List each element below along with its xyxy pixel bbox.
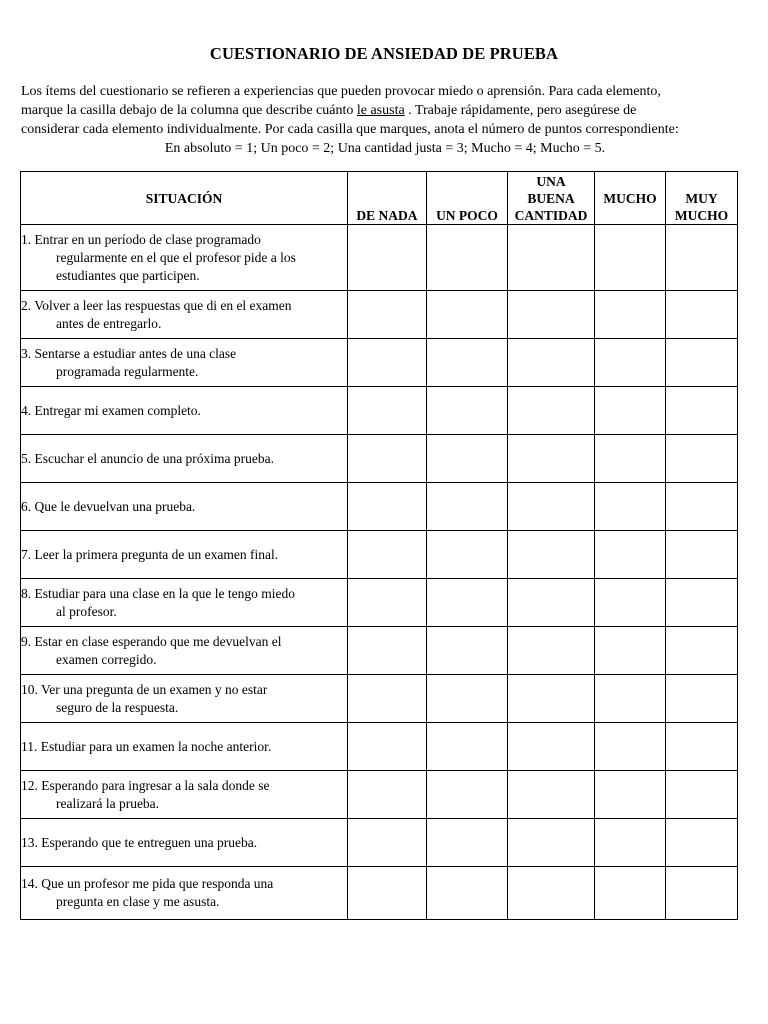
table-row: [21, 771, 738, 819]
answer-box-de-nada[interactable]: [348, 225, 427, 291]
answer-box-muy-mucho[interactable]: [666, 723, 738, 771]
answer-box-una-buena-cantidad[interactable]: [508, 723, 595, 771]
answer-box-una-buena-cantidad[interactable]: [508, 675, 595, 723]
answer-box-un-poco[interactable]: [427, 675, 508, 723]
header-line: MUY: [685, 191, 718, 206]
situation-line: 1. Entrar en un período de clase programado: [21, 231, 261, 247]
situation-text: [21, 387, 348, 435]
answer-box-mucho[interactable]: [595, 867, 666, 920]
answer-box-un-poco[interactable]: [427, 627, 508, 675]
situation-text: [21, 579, 348, 627]
header-line: MUCHO: [674, 208, 729, 223]
answer-box-muy-mucho[interactable]: [666, 387, 738, 435]
situation-line: 7. Leer la primera pregunta de un examen final.: [21, 546, 279, 562]
answer-box-una-buena-cantidad[interactable]: [508, 339, 595, 387]
table-row: [21, 435, 738, 483]
answer-box-muy-mucho[interactable]: [666, 867, 738, 920]
answer-box-mucho[interactable]: [595, 675, 666, 723]
answer-box-mucho[interactable]: [595, 483, 666, 531]
situation-line: examen corregido.: [56, 651, 157, 667]
answer-box-mucho[interactable]: [595, 579, 666, 627]
answer-box-de-nada[interactable]: [348, 723, 427, 771]
situation-line: 10. Ver una pregunta de un examen y no estar: [21, 681, 268, 697]
header-muy-mucho: [666, 172, 738, 225]
answer-box-de-nada[interactable]: [348, 291, 427, 339]
situation-text: [21, 225, 348, 291]
answer-box-de-nada[interactable]: [348, 339, 427, 387]
answer-box-una-buena-cantidad[interactable]: [508, 387, 595, 435]
table-row: [21, 339, 738, 387]
answer-box-un-poco[interactable]: [427, 387, 508, 435]
situation-line: antes de entregarlo.: [56, 315, 162, 331]
situation-line: realizará la prueba.: [56, 795, 160, 811]
answer-box-una-buena-cantidad[interactable]: [508, 225, 595, 291]
situation-line: pregunta en clase y me asusta.: [56, 894, 220, 909]
situation-line: 9. Estar en clase esperando que me devuelvan el: [21, 633, 282, 649]
table-row: [21, 579, 738, 627]
answer-box-muy-mucho[interactable]: [666, 483, 738, 531]
page-title: CUESTIONARIO DE ANSIEDAD DE PRUEBA: [209, 44, 559, 63]
table-row: [21, 675, 738, 723]
situation-text: [21, 819, 348, 867]
answer-box-un-poco[interactable]: [427, 435, 508, 483]
answer-box-muy-mucho[interactable]: [666, 291, 738, 339]
answer-box-una-buena-cantidad[interactable]: [508, 483, 595, 531]
situation-text: [21, 627, 348, 675]
situation-text: [21, 531, 348, 579]
situation-text: [21, 483, 348, 531]
answer-box-mucho[interactable]: [595, 387, 666, 435]
answer-box-una-buena-cantidad[interactable]: [508, 819, 595, 867]
answer-box-de-nada[interactable]: [348, 483, 427, 531]
situation-text: [21, 291, 348, 339]
answer-box-de-nada[interactable]: [348, 579, 427, 627]
header-situacion: SITUACIÓN: [21, 172, 348, 225]
answer-box-de-nada[interactable]: [348, 819, 427, 867]
table-row: [21, 387, 738, 435]
answer-box-una-buena-cantidad[interactable]: [508, 579, 595, 627]
instructions-line-2-end: . Trabaje rápidamente, pero asegúrese de: [404, 103, 637, 118]
answer-box-muy-mucho[interactable]: [666, 579, 738, 627]
table-row: [21, 483, 738, 531]
situation-text: [21, 723, 348, 771]
situation-line: al profesor.: [56, 603, 117, 619]
answer-box-mucho[interactable]: [595, 339, 666, 387]
answer-box-un-poco[interactable]: [427, 723, 508, 771]
answer-box-mucho[interactable]: [595, 627, 666, 675]
scoring-legend: En absoluto = 1; Un poco = 2; Una cantidad justa = 3; Mucho = 4; Mucho = 5.: [164, 141, 606, 156]
answer-box-mucho[interactable]: [595, 225, 666, 291]
answer-box-una-buena-cantidad[interactable]: [508, 867, 595, 920]
situation-text: [21, 339, 348, 387]
questionnaire-table: [20, 171, 738, 920]
header-line: BUENA: [527, 191, 575, 206]
answer-box-una-buena-cantidad[interactable]: [508, 531, 595, 579]
answer-box-de-nada[interactable]: [348, 771, 427, 819]
situation-line: programada regularmente.: [56, 363, 199, 379]
answer-box-una-buena-cantidad[interactable]: [508, 435, 595, 483]
table-row: [21, 819, 738, 867]
answer-box-un-poco[interactable]: [427, 225, 508, 291]
situation-text: [21, 771, 348, 819]
answer-box-muy-mucho[interactable]: [666, 225, 738, 291]
answer-box-de-nada[interactable]: [348, 387, 427, 435]
answer-box-un-poco[interactable]: [427, 867, 508, 920]
header-line: CANTIDAD: [514, 208, 588, 223]
answer-box-un-poco[interactable]: [427, 339, 508, 387]
answer-box-muy-mucho[interactable]: [666, 771, 738, 819]
answer-box-mucho[interactable]: [595, 291, 666, 339]
situation-line: 14. Que un profesor me pida que responda una: [21, 876, 274, 891]
table-row: [21, 291, 738, 339]
table-row: [21, 531, 738, 579]
situation-line: 4. Entregar mi examen completo.: [21, 402, 201, 418]
situation-line: 8. Estudiar para una clase en la que le tengo miedo: [21, 585, 296, 601]
answer-box-un-poco[interactable]: [427, 771, 508, 819]
situation-text: [21, 675, 348, 723]
answer-box-de-nada[interactable]: [348, 435, 427, 483]
answer-box-una-buena-cantidad[interactable]: [508, 291, 595, 339]
header-de-nada: DE NADA: [348, 172, 427, 225]
header-line: UNA: [536, 174, 566, 189]
situation-line: 3. Sentarse a estudiar antes de una clase: [21, 345, 237, 361]
situation-line: 5. Escuchar el anuncio de una próxima prueba.: [21, 450, 275, 466]
situation-line: seguro de la respuesta.: [56, 699, 179, 715]
situation-line: regularmente en el que el profesor pide a los: [56, 249, 296, 265]
answer-box-un-poco[interactable]: [427, 819, 508, 867]
answer-box-muy-mucho[interactable]: [666, 675, 738, 723]
situation-line: 11. Estudiar para un examen la noche anterior.: [21, 738, 272, 754]
situation-text: [21, 867, 348, 920]
answer-box-mucho[interactable]: [595, 771, 666, 819]
situation-line: 13. Esperando que te entreguen una prueba.: [21, 834, 258, 850]
situation-line: 2. Volver a leer las respuestas que di en el examen: [21, 297, 292, 313]
table-row: [21, 627, 738, 675]
answer-box-mucho[interactable]: [595, 531, 666, 579]
answer-box-una-buena-cantidad[interactable]: [508, 627, 595, 675]
answer-box-mucho[interactable]: [595, 723, 666, 771]
answer-box-muy-mucho[interactable]: [666, 339, 738, 387]
instructions-underlined-text: le asusta: [356, 103, 405, 118]
instructions-line-2: [21, 101, 749, 120]
answer-box-muy-mucho[interactable]: [666, 435, 738, 483]
answer-box-de-nada[interactable]: [348, 531, 427, 579]
answer-box-mucho[interactable]: [595, 435, 666, 483]
answer-box-muy-mucho[interactable]: [666, 627, 738, 675]
header-row: [21, 172, 738, 225]
answer-box-mucho[interactable]: [595, 819, 666, 867]
instructions-line-1: Los ítems del cuestionario se refieren a experiencias que pueden provocar miedo o aprensión. Para cada elemento,: [21, 84, 661, 99]
answer-box-un-poco[interactable]: [427, 579, 508, 627]
situation-line: 6. Que le devuelvan una prueba.: [21, 498, 196, 514]
answer-box-un-poco[interactable]: [427, 483, 508, 531]
header-una-buena-cantidad: [508, 172, 595, 225]
answer-box-de-nada[interactable]: [348, 627, 427, 675]
instructions-line-3: considerar cada elemento individualmente. Por cada casilla que marques, anota el número de puntos correspondiente:: [21, 122, 679, 137]
table-row: [21, 723, 738, 771]
answer-box-de-nada[interactable]: [348, 675, 427, 723]
answer-box-un-poco[interactable]: [427, 531, 508, 579]
answer-box-una-buena-cantidad[interactable]: [508, 771, 595, 819]
answer-box-un-poco[interactable]: [427, 291, 508, 339]
answer-box-de-nada[interactable]: [348, 867, 427, 920]
answer-box-muy-mucho[interactable]: [666, 819, 738, 867]
header-mucho: MUCHO: [595, 172, 666, 225]
instructions: [21, 82, 749, 158]
situation-line: estudiantes que participen.: [56, 267, 200, 283]
header-un-poco: UN POCO: [427, 172, 508, 225]
situation-text: [21, 435, 348, 483]
table-row: [21, 867, 738, 920]
instructions-line-2-start: marque la casilla debajo de la columna que describe cuánto: [21, 103, 357, 118]
answer-box-muy-mucho[interactable]: [666, 531, 738, 579]
table-row: [21, 225, 738, 291]
situation-line: 12. Esperando para ingresar a la sala donde se: [21, 777, 270, 793]
